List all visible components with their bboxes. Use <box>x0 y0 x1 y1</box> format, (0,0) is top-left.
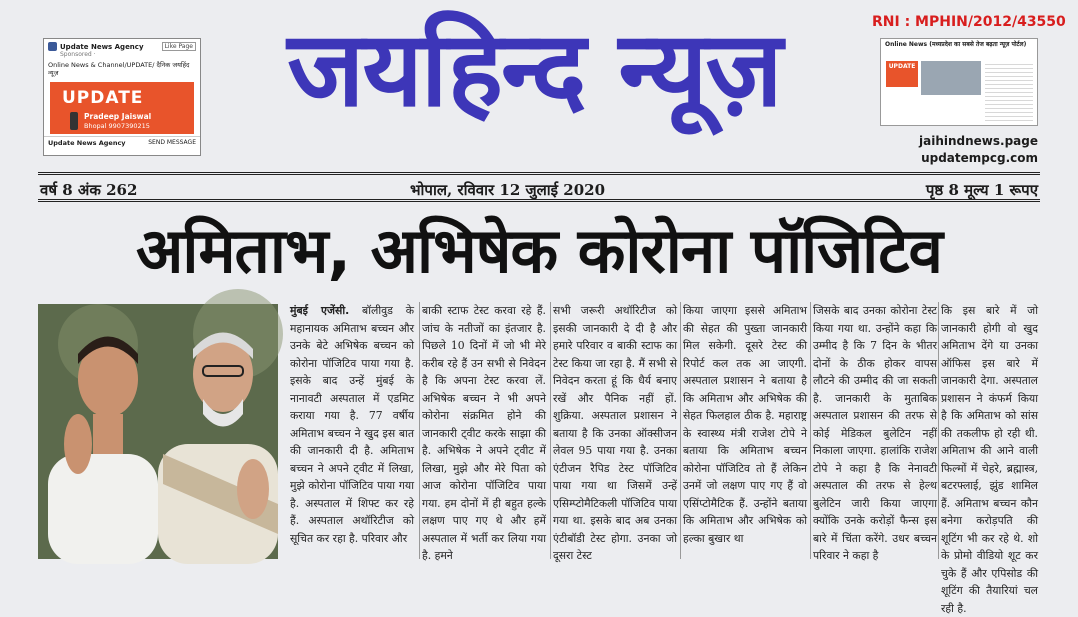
send-message-button[interactable]: SEND MESSAGE <box>148 139 196 146</box>
page-price: पृष्ठ 8 मूल्य 1 रूपए <box>925 181 1038 199</box>
article-dateline: मुंबई एजेंसी. <box>290 304 350 317</box>
rni-number: RNI : MPHIN/2012/43550 <box>872 14 1066 30</box>
news-photo <box>38 304 278 559</box>
column-divider <box>419 302 420 559</box>
website-links <box>880 133 1038 167</box>
column-divider <box>550 302 551 559</box>
column-divider <box>938 302 939 559</box>
phone-icon <box>70 112 78 130</box>
article-column-1-text: बॉलीवुड के महानायक अमिताभ बच्चन और उनके बेटे अभिषेक बच्चन को कोरोना पॉजिटिव पाया गया है. इसके बाद उन्हें मुंबई के नानावटी अस्पताल में एडमिट कराया गया है. 77 वर्षीय अमिताभ बच्चन ने खुद इस बात की जानकारी दी है. अमिताभ बच्चन ने अपने ट्वीट में लिखा, मुझे कोरोना पॉजिटिव पाया गया है. अस्पताल में शिफ्ट कर रहे हैं. अस्पताल अथॉरिटीज को सूचित कर रहा है. परिवार और <box>290 304 414 545</box>
article-column-6: कि इस बारे में जो जानकारी होगी वो खुद अमिताभ देंगे या उनका ऑफिस इस बारे में जानकारी देगा. अस्पताल प्रशासन ने कंफर्म किया है कि अमिताभ को सांस की तकलीफ हो रही थी. अमिताभ की आने वाली फिल्मों में चेहरे, ब्रह्मास्त्र, बटरफ्लाई, झुंड शामिल हैं. अमिताभ बच्चन कौन बनेगा करोड़पति की शूटिंग भी कर रहे थे. शो के प्रोमो वीडियो शूट कर चुके हैं और एपिसोड की शूटिंग की तैयारियां चल रही है. <box>941 304 1038 615</box>
ad-right-title: Online News (मध्यप्रदेश का सबसे तेज बढ़ता न्यूज़ पोर्टल) <box>885 41 1027 48</box>
ad-person-phone: Bhopal 9907390215 <box>84 122 150 130</box>
issue-info-bar <box>38 172 1040 202</box>
sponsored-label: Sponsored · <box>60 51 96 58</box>
headline: अमिताभ, अभिषेक कोरोना पॉजिटिव <box>136 214 942 287</box>
article-column-4: किया जाएगा इससे अमिताभ की सेहत की पुख्ता जानकारी मिल सकेगी. दूसरे टेस्ट की रिपोर्ट कल तक आ जाएगी. अस्पताल प्रशासन ने बताया है कि अमिताभ और अभिषेक की सेहत फिलहाल ठीक है. महाराष्ट्र के स्वास्थ्य मंत्री राजेश टोपे ने बताया कि अमिताभ बच्चन कोरोना पॉजिटिव तो हैं लेकिन उनमें जो लक्षण पाए गए हैं वो एसिंप्टोमैटिक हैं. उन्होंने बताया कि अमिताभ और अभिषेक को हल्का बुखार था <box>683 304 807 545</box>
photo-illustration <box>38 304 278 559</box>
ad-right-badge: UPDATE <box>886 61 918 87</box>
ad-right-text-block <box>985 61 1033 121</box>
ad-person-name: Pradeep Jaiswal <box>84 112 152 121</box>
article-column-1 <box>290 302 414 559</box>
like-page-button[interactable]: Like Page <box>162 42 196 51</box>
ad-footer-name: Update News Agency <box>48 139 126 147</box>
article-column-2: बाकी स्टाफ टेस्ट करवा रहे हैं. जांच के नतीजों का इंतजार है. पिछले 10 दिनों में जो भी मेरे करीब रहे हैं उन सभी से निवेदन है कि अपना टेस्ट करवा लें. अभिषेक बच्चन ने भी अपने कोरोना संक्रमित होने की जानकारी ट्वीट करके साझा की है. अभिषेक ने अपने ट्वीट में लिखा, मुझे और मेरे पिता को आज कोरोना पॉजिटिव पाया गया. हम दोनों में ही बहुत हल्के लक्षण पाए गए थे और हमें अस्पताल में भर्ती कर लिया गया है. हमने <box>422 304 546 562</box>
dateline: भोपाल, रविवार 12 जुलाई 2020 <box>410 181 606 199</box>
ad-description: Online News & Channel/UPDATE/ दैनिक जयहिंद न्यूज़ <box>48 61 190 77</box>
website-link-jaihind[interactable]: jaihindnews.page <box>919 134 1038 148</box>
ad-right-online-news[interactable] <box>880 38 1038 126</box>
column-divider <box>680 302 681 559</box>
ad-banner[interactable] <box>50 82 194 134</box>
article-column-3: सभी जरूरी अथॉरिटीज को इसकी जानकारी दे दी है और हमारे परिवार व बाकी स्टाफ का टेस्ट किया जा रहा है. मैं सभी से निवेदन करता हूं कि धैर्य बनाए रखें और पैनिक नहीं हों. शुक्रिया. अस्पताल प्रशासन ने बताया है कि उनका ऑक्सीजन लेवल 95 पाया गया है. उनका एंटीजन रैपिड टेस्ट पॉजिटिव पाया गया था जिसमें उन्हें एसिम्प्टोमैटिकली पॉजिटिव पाया गया था. इसके बाद अब उनका एंटीबॉडी टेस्ट होगा. उनका जो दूसरा टेस्ट <box>553 304 677 562</box>
ad-page-name: Update News Agency <box>60 42 144 51</box>
issue-number: वर्ष 8 अंक 262 <box>40 181 138 199</box>
page-avatar-icon <box>48 42 57 51</box>
ad-left-update-news[interactable] <box>43 38 201 156</box>
ad-banner-text: UPDATE <box>62 88 144 108</box>
article-column-5: जिसके बाद उनका कोरोना टेस्ट किया गया था. उन्होंने कहा कि उम्मीद है कि 7 दिन के भीतर दोनों के ठीक होकर वापस लौटने की उम्मीद की जा सकती है. जानकारी के मुताबिक अस्पताल प्रशासन की तरफ से कोई मेडिकल बुलेटिन नहीं निकाला जाएगा. हालांकि राजेश टोपे ने कहा है कि नेनावटी अस्पताल की तरफ से हेल्थ बुलेटिन जारी किया जाएगा क्योंकि उनके करोड़ों फैन्स इस बारे में चिंता करेंगे. उधर बच्चन परिवार ने कहा है <box>813 304 937 562</box>
ad-right-thumbnail <box>921 61 981 95</box>
column-divider <box>810 302 811 559</box>
masthead-title: जयहिन्द न्यूज़ <box>287 8 781 130</box>
website-link-update[interactable]: updatempcg.com <box>921 151 1038 165</box>
